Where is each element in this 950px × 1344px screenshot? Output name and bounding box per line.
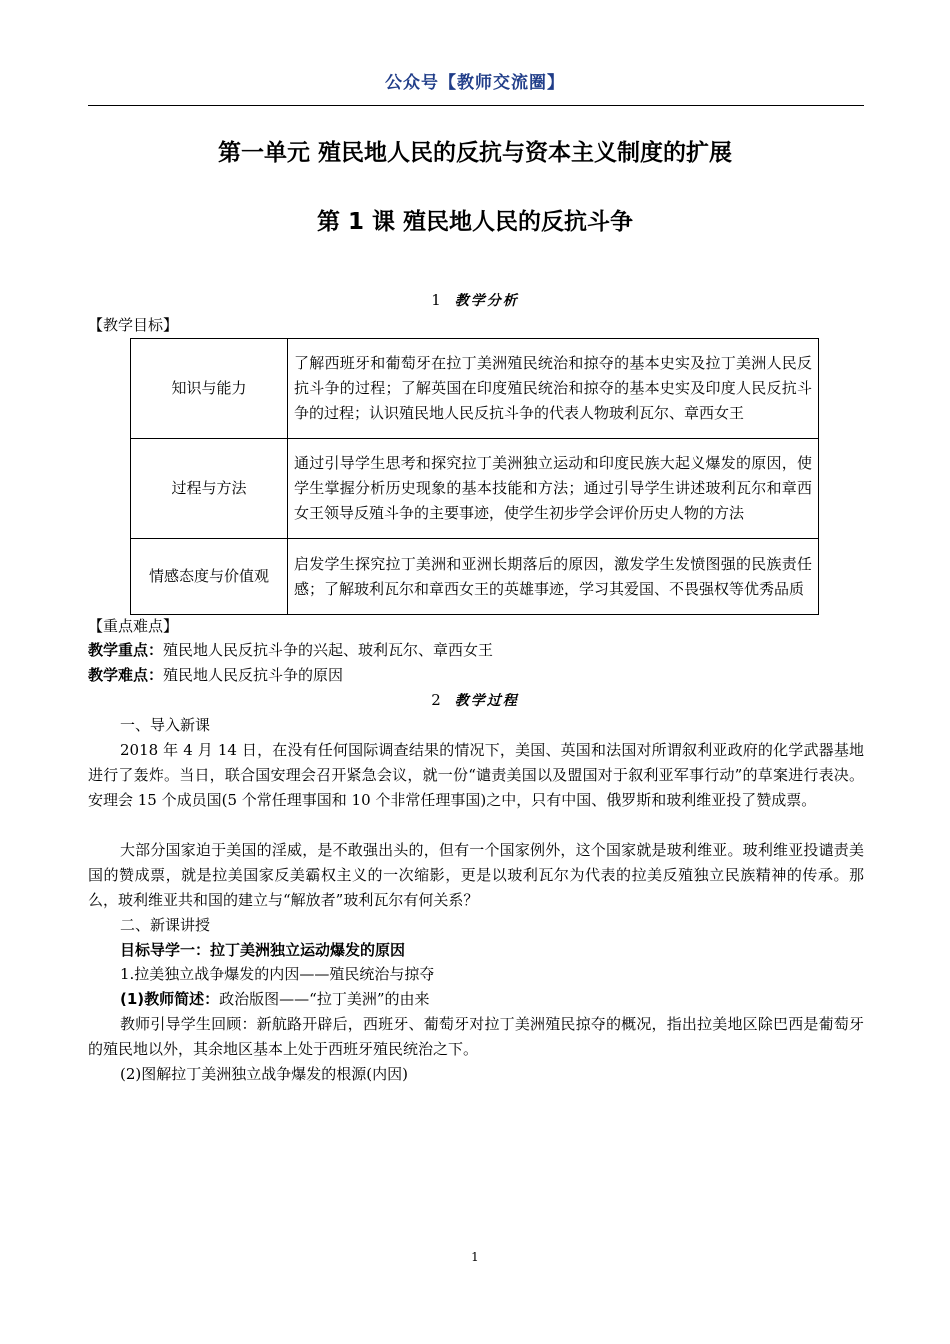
intro-paragraph-1: 2018 年 4 月 14 日，在没有任何国际调查结果的情况下，美国、英国和法国对所谓叙利亚政府的化学武器基地进行了轰炸。当日，联合国安理会召开紧急会议，就一份“谴责美国以及盟国对于叙利亚军事行动”的草案进行表决。安理会 15 个成员国(5 个常任理事国和 10 个非常任理事国)之中，只有中国、俄罗斯和玻利维亚投了赞成票。 (88, 741, 864, 809)
focus-text: 殖民地人民反抗斗争的兴起、玻利瓦尔、章西女王 (163, 641, 494, 659)
section-label: 教学分析 (454, 293, 519, 309)
item-1: 1.拉美独立战争爆发的内因——殖民统治与掠夺 (120, 965, 435, 983)
sub-item-1 (120, 987, 430, 1012)
goals-table (130, 338, 819, 615)
sub-item-1-label: (1)教师简述： (120, 990, 220, 1008)
unit-title: 第一单元 殖民地人民的反抗与资本主义制度的扩展 (217, 140, 732, 166)
table-row (131, 339, 819, 439)
difficulty-label: 教学难点： (88, 666, 164, 684)
teaching-difficulty (88, 663, 343, 688)
lesson-paragraph: 教师引导学生回顾：新航路开辟后，西班牙、葡萄牙对拉丁美洲殖民掠夺的概况，指出拉美地区除巴西是葡萄牙的殖民地以外，其余地区基本上处于西班牙殖民统治之下。 (88, 1015, 864, 1058)
table-row (131, 539, 819, 615)
intro-heading: 一、导入新课 (120, 716, 211, 734)
header-text: 公众号【教师交流圈】 (385, 73, 565, 93)
section-number: 2 (431, 691, 441, 709)
lesson-title: 第 1 课 殖民地人民的反抗斗争 (316, 209, 634, 235)
key-points-heading: 【重点难点】 (88, 617, 179, 635)
goal-guide-1: 目标导学一：拉丁美洲独立运动爆发的原因 (120, 941, 406, 959)
table-cell-value: 了解西班牙和葡萄牙在拉丁美洲殖民统治和掠夺的基本史实及拉丁美洲人民反抗斗争的过程；了解英国在印度殖民统治和掠夺的基本史实及印度人民反抗斗争的过程；认识殖民地人民反抗斗争的代表人物玻利瓦尔、章西女王 (288, 339, 819, 439)
teaching-focus (88, 638, 493, 663)
table-cell-key: 知识与能力 (131, 339, 288, 439)
section-heading-analysis (0, 290, 950, 310)
table-cell-key: 情感态度与价值观 (131, 539, 288, 615)
section-heading-process (0, 690, 950, 710)
table-cell-key: 过程与方法 (131, 439, 288, 539)
goals-heading: 【教学目标】 (88, 316, 179, 334)
page-number: 1 (471, 1250, 479, 1264)
difficulty-text: 殖民地人民反抗斗争的原因 (163, 666, 344, 684)
table-cell-value: 启发学生探究拉丁美洲和亚洲长期落后的原因，激发学生发愤图强的民族责任感；了解玻利瓦尔和章西女王的英雄事迹，学习其爱国、不畏强权等优秀品质 (288, 539, 819, 615)
sub-item-2: (2)图解拉丁美洲独立战争爆发的根源(内因) (120, 1065, 408, 1083)
table-cell-value: 通过引导学生思考和探究拉丁美洲独立运动和印度民族大起义爆发的原因，使学生掌握分析历史现象的基本技能和方法；通过引导学生讲述玻利瓦尔和章西女王领导反殖斗争的主要事迹，使学生初步学会评价历史人物的方法 (288, 439, 819, 539)
intro-paragraph-2: 大部分国家迫于美国的淫威，是不敢强出头的，但有一个国家例外，这个国家就是玻利维亚。玻利维亚投谴责美国的赞成票，就是拉美国家反美霸权主义的一次缩影，更是以玻利瓦尔为代表的拉美反殖独立民族精神的传承。那么，玻利维亚共和国的建立与“解放者”玻利瓦尔有何关系？ (88, 841, 864, 909)
new-lesson-heading: 二、新课讲授 (120, 916, 211, 934)
header-divider (88, 105, 864, 106)
focus-label: 教学重点： (88, 641, 164, 659)
table-row (131, 439, 819, 539)
section-number: 1 (431, 291, 441, 309)
sub-item-1-text: 政治版图——“拉丁美洲”的由来 (219, 990, 430, 1008)
section-label: 教学过程 (454, 693, 519, 709)
